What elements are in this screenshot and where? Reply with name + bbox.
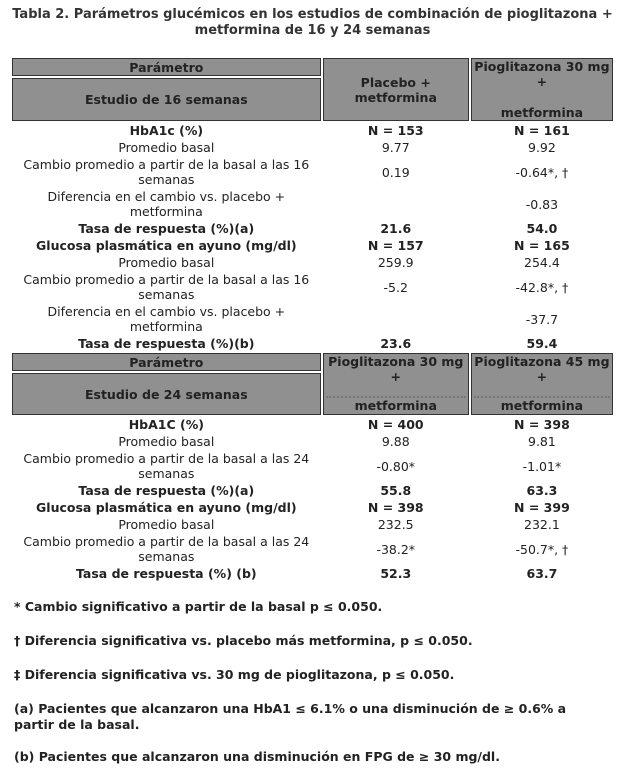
pio30-plus: + — [536, 74, 548, 89]
table-row — [12, 336, 613, 351]
table-row — [12, 566, 613, 581]
cell: 9.88 — [381, 434, 410, 449]
pio30-top: Pioglitazona 30 mg — [474, 59, 610, 74]
title-line-1: Tabla 2. Parámetros glucémicos en los estudios de combinación de pioglitazona + — [12, 7, 613, 22]
row-label: Promedio basal — [118, 434, 215, 449]
table-row — [12, 534, 613, 564]
header-row-16 — [12, 58, 613, 76]
footnote-1: * Cambio significativo a partir de la basal p ≤ 0.050. — [14, 599, 383, 614]
glycemic-table — [10, 56, 615, 583]
cell — [323, 304, 469, 334]
row-label: Diferencia en el cambio vs. placebo + metformina — [47, 189, 286, 219]
cell: N = 399 — [514, 500, 570, 515]
cell — [323, 189, 469, 219]
param-header-16: Parámetro — [12, 58, 321, 76]
table-row — [12, 238, 613, 253]
cell: -42.8*, † — [515, 279, 569, 295]
row-label: Cambio promedio a partir de la basal a las 16 semanas — [23, 157, 310, 187]
row-label: Tasa de respuesta (%)(a) — [78, 221, 255, 236]
hba1c-label: HbA1c (%) — [129, 123, 204, 138]
cell: -50.7*, † — [515, 541, 569, 557]
pio30-plus: + — [390, 369, 401, 384]
table-row — [12, 123, 613, 138]
cell: -37.7 — [525, 311, 559, 327]
cell: -0.80* — [376, 458, 416, 474]
cell: 23.6 — [380, 336, 412, 351]
study-24-header: Estudio de 24 semanas — [12, 373, 321, 415]
pio30-bottom: metformina — [354, 398, 437, 413]
cell: 259.9 — [377, 255, 414, 270]
cell: N = 398 — [514, 417, 570, 432]
cell: 9.77 — [381, 140, 410, 155]
cell: N = 400 — [367, 417, 424, 432]
row-label: Promedio basal — [118, 255, 215, 270]
pio45-top: Pioglitazona 45 mg — [474, 354, 610, 369]
footnote-5: (b) Pacientes que alcanzaron una disminución en FPG de ≥ 30 mg/dl. — [14, 749, 500, 764]
table-row — [12, 451, 613, 481]
title-line-2: metformina de 16 y 24 semanas — [194, 23, 431, 38]
table-row — [12, 483, 613, 498]
table-row — [12, 221, 613, 236]
cell: 52.3 — [380, 566, 412, 581]
cell: 232.1 — [524, 517, 560, 532]
header-row-24 — [12, 353, 613, 371]
table-row — [12, 255, 613, 270]
row-label: Tasa de respuesta (%)(b) — [78, 336, 255, 351]
cell: 9.92 — [528, 140, 556, 155]
pio45-col-header-24 — [471, 353, 613, 415]
row-label: Tasa de respuesta (%) (b) — [76, 566, 257, 581]
cell: 55.8 — [380, 483, 412, 498]
row-label: Diferencia en el cambio vs. placebo + metformina — [47, 304, 286, 334]
cell: N = 165 — [514, 238, 570, 253]
cell: -5.2 — [383, 279, 408, 295]
cell: -0.64*, † — [515, 164, 569, 180]
cell: -1.01* — [522, 458, 562, 474]
cell: 21.6 — [380, 221, 412, 236]
row-label: Promedio basal — [118, 517, 215, 532]
cell: -0.83 — [525, 196, 559, 212]
row-label: Promedio basal — [118, 140, 215, 155]
cell: 63.7 — [526, 566, 558, 581]
table-row — [12, 272, 613, 302]
pio30-col-header-16 — [471, 58, 613, 121]
placebo-col-header: Placebo + metformina — [323, 58, 469, 121]
table-row — [12, 157, 613, 187]
footnote-2: † Diferencia significativa vs. placebo más metformina, p ≤ 0.050. — [14, 633, 473, 648]
footnote-4: (a) Pacientes que alcanzaron una HbA1 ≤ 6.1% o una disminución de ≥ 0.6% a partir de la basal. — [14, 701, 567, 732]
cell: 59.4 — [526, 336, 558, 351]
cell: 0.19 — [381, 164, 410, 180]
cell: 9.81 — [528, 434, 556, 449]
cell: 232.5 — [377, 517, 414, 532]
row-label: HbA1C (%) — [128, 417, 204, 432]
cell: N = 157 — [367, 238, 424, 253]
row-label: Tasa de respuesta (%)(a) — [78, 483, 255, 498]
pio30-top: Pioglitazona 30 mg — [328, 354, 464, 369]
pio30-bottom: metformina — [500, 105, 584, 120]
table-row — [12, 140, 613, 155]
row-label: Glucosa plasmática en ayuno (mg/dl) — [36, 238, 297, 253]
cell: 54.0 — [526, 221, 558, 236]
table-row — [12, 517, 613, 532]
table-row — [12, 500, 613, 515]
pio45-bottom: metformina — [500, 398, 584, 413]
pio45-plus: + — [536, 369, 548, 384]
row-label: Cambio promedio a partir de la basal a las 24 semanas — [23, 451, 310, 481]
table-row — [12, 434, 613, 449]
cell: -38.2* — [376, 541, 416, 557]
row-label: Cambio promedio a partir de la basal a las 16 semanas — [23, 272, 310, 302]
param-header-24: Parámetro — [12, 353, 321, 371]
cell: N = 161 — [514, 123, 570, 138]
cell: 254.4 — [524, 255, 560, 270]
study-16-header: Estudio de 16 semanas — [12, 78, 321, 121]
row-label: Cambio promedio a partir de la basal a las 24 semanas — [23, 534, 310, 564]
cell: N = 398 — [367, 500, 424, 515]
table-row — [12, 417, 613, 432]
cell: 63.3 — [526, 483, 558, 498]
table-row — [12, 189, 613, 219]
table-title — [0, 7, 625, 39]
cell: N = 153 — [367, 123, 424, 138]
row-label: Glucosa plasmática en ayuno (mg/dl) — [36, 500, 297, 515]
table-row — [12, 304, 613, 334]
footnote-3: ‡ Diferencia significativa vs. 30 mg de pioglitazona, p ≤ 0.050. — [14, 667, 455, 682]
pio30-col-header-24 — [323, 353, 469, 415]
